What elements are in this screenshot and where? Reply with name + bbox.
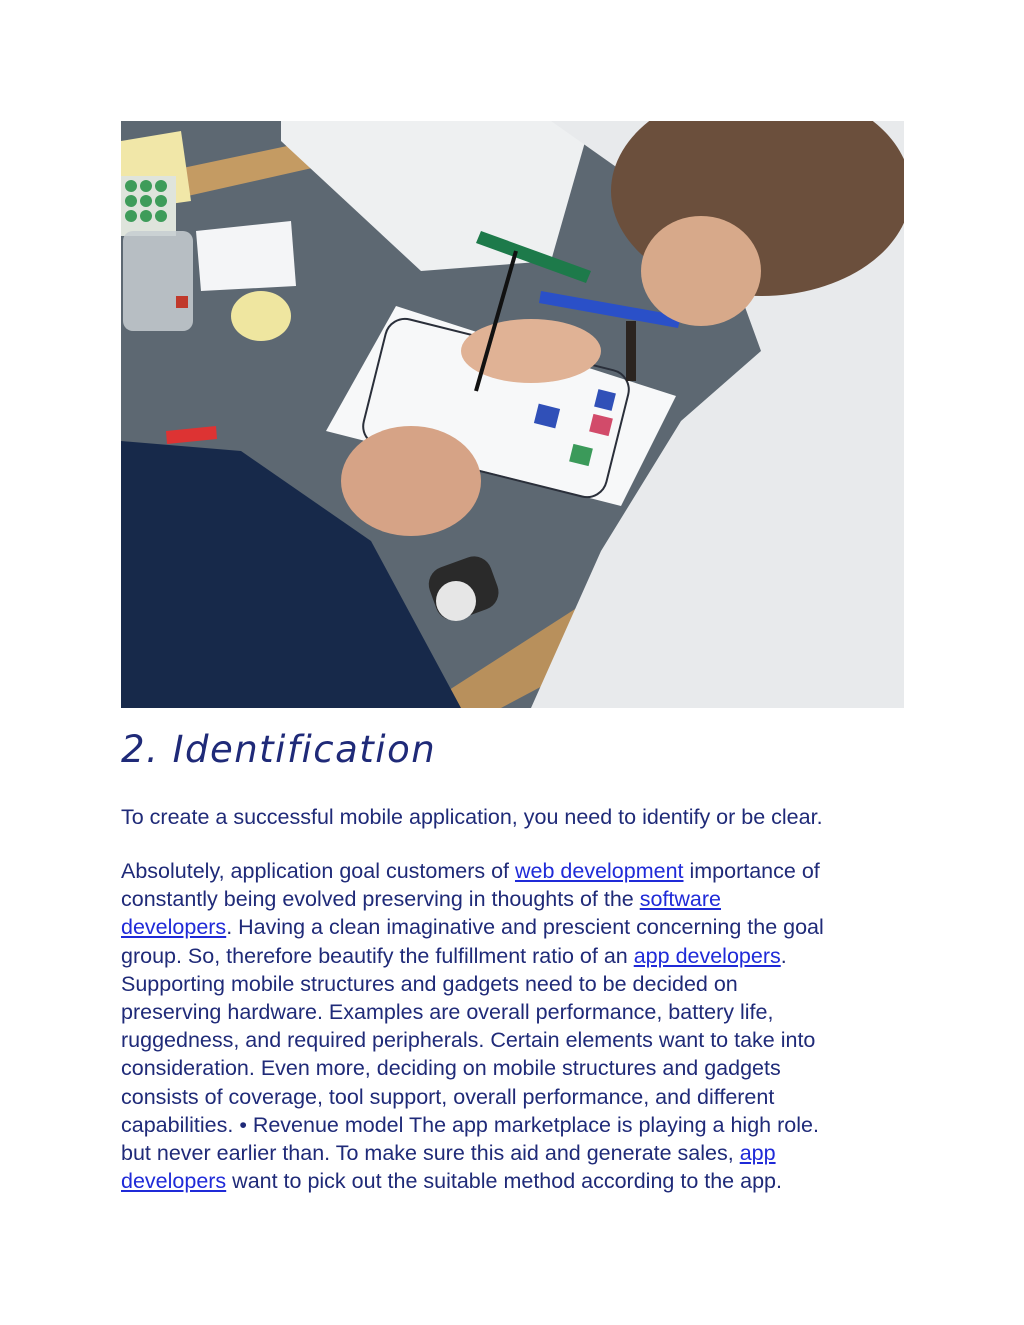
body-line-12 <box>121 1167 911 1195</box>
green-dots <box>125 180 167 222</box>
watch-face <box>436 581 476 621</box>
body-line-10: capabilities. • Revenue model The app marketplace is playing a high role. <box>121 1112 819 1137</box>
app-developers-link[interactable]: app developers <box>633 943 781 968</box>
body-line-4 <box>121 942 911 970</box>
body-text: group. So, therefore beautify the fulfillment ratio of an <box>121 943 634 968</box>
body-line-11 <box>121 1139 911 1167</box>
body-line-3 <box>121 913 911 941</box>
body-paragraph <box>121 857 911 1195</box>
app-developers-link-2-cont[interactable]: developers <box>121 1169 227 1194</box>
body-text: but never earlier than. To make sure this aid and generate sales, <box>121 1141 740 1166</box>
bracelet <box>626 321 636 381</box>
body-line-1 <box>121 857 911 885</box>
app-developers-link-2[interactable]: app <box>739 1141 776 1166</box>
man-face <box>641 216 761 326</box>
photo-illustration <box>121 121 904 708</box>
body-text: . Having a clean imaginative and prescient concerning the goal <box>226 915 824 940</box>
body-text: Absolutely, application goal customers of <box>121 859 515 883</box>
glass-red-item <box>176 296 188 308</box>
body-text: want to pick out the suitable method according to the app. <box>226 1169 782 1194</box>
glass <box>123 231 193 331</box>
hero-photo <box>121 121 904 708</box>
body-line-9: consists of coverage, tool support, overall performance, and different <box>121 1084 775 1109</box>
body-line-8: consideration. Even more, deciding on mobile structures and gadgets <box>121 1056 781 1081</box>
software-developers-link-cont[interactable]: developers <box>121 915 227 940</box>
body-text: importance of <box>683 859 820 883</box>
body-line-2 <box>121 885 911 913</box>
intro-paragraph: To create a successful mobile application, you need to identify or be clear. <box>121 805 823 829</box>
body-line-5: Supporting mobile structures and gadgets need to be decided on <box>121 971 738 996</box>
body-text: constantly being evolved preserving in thoughts of the <box>121 887 640 912</box>
body-line-6: preserving hardware. Examples are overall performance, battery life, <box>121 1000 774 1025</box>
body-text: . <box>780 943 787 968</box>
body-line-7: ruggedness, and required peripherals. Certain elements want to take into <box>121 1028 816 1053</box>
software-developers-link[interactable]: software <box>639 887 721 912</box>
crumpled-paper <box>231 291 291 341</box>
resting-hand <box>341 426 481 536</box>
section-heading: 2. Identification <box>121 728 437 771</box>
web-development-link[interactable]: web development <box>514 859 684 883</box>
sketch-card <box>196 221 296 291</box>
